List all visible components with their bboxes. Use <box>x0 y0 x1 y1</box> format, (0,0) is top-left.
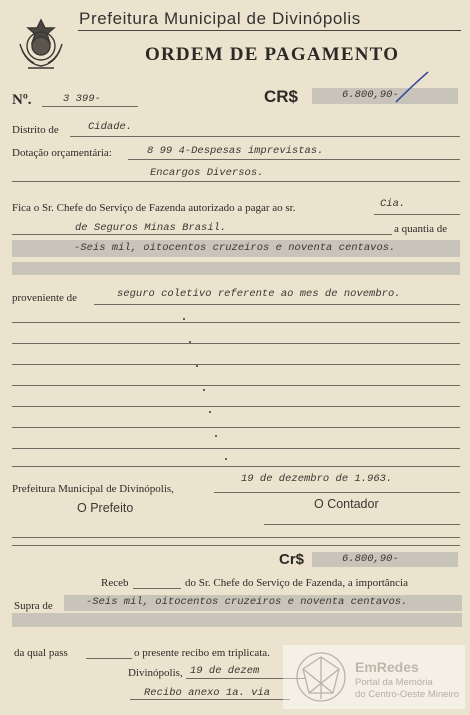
watermark-line2: do Centro-Oeste Mineiro <box>355 689 460 700</box>
typed-dot <box>203 389 205 391</box>
separator-line <box>12 537 460 538</box>
encargos-value: Encargos Diversos. <box>150 167 264 179</box>
typed-dot <box>183 318 185 320</box>
dotacao-line <box>128 159 460 160</box>
signature-line <box>264 524 460 525</box>
receb-text-b: do Sr. Chefe do Serviço de Fazenda, a importância <box>185 577 408 589</box>
quantia-value: -Seis mil, oitocentos cruzeiros e noventa centavos. <box>74 242 396 254</box>
recibo-line <box>130 699 290 700</box>
receipt-city-label: Divinópolis, <box>128 667 183 679</box>
typed-dot <box>189 341 191 343</box>
payee-line-1 <box>374 214 460 215</box>
order-number-value: 3 399- <box>63 93 101 105</box>
qual-text-a: da qual pass <box>14 647 68 659</box>
proveniente-value: seguro coletivo referente ao mes de novembro. <box>117 288 401 300</box>
distrito-value: Cidade. <box>88 121 133 133</box>
supra-band-2 <box>12 613 462 627</box>
watermark-brand: EmRedes <box>355 659 419 675</box>
typed-dot <box>225 458 227 460</box>
order-amount-label: CR$ <box>264 87 299 106</box>
receipt-date-value: 19 de dezem <box>190 665 260 677</box>
emredes-watermark <box>283 645 465 709</box>
separator-line-2 <box>12 545 460 546</box>
watermark-line1: Portal da Memória <box>355 677 433 688</box>
quantia-label: a quantia de <box>394 223 448 235</box>
payee-part2: de Seguros Minas Brasil. <box>75 222 227 234</box>
contador-label: O Contador <box>314 497 379 511</box>
watermark-logo-icon <box>293 649 349 705</box>
payee-part1: Cia. <box>380 198 406 210</box>
receb-text-a: Receb <box>101 577 129 589</box>
qual-blank <box>86 658 132 659</box>
encargos-line <box>12 181 460 182</box>
place-date-label: Prefeitura Municipal de Divinópolis, <box>12 483 174 495</box>
municipality-header: Prefeitura Municipal de Divinópolis <box>79 9 361 28</box>
receb-blank <box>133 588 181 589</box>
distrito-line <box>70 136 460 137</box>
distrito-label: Distrito de <box>12 124 59 136</box>
coat-of-arms-seal <box>14 16 68 72</box>
typed-dot <box>215 435 217 437</box>
recibo-value: Recibo anexo 1a. via <box>144 687 271 699</box>
blank-line <box>12 364 460 365</box>
typed-dot <box>196 365 198 367</box>
receipt-amount-value: 6.800,90- <box>342 553 399 565</box>
blank-line <box>12 466 460 467</box>
blank-line <box>12 427 460 428</box>
typed-dot <box>209 411 211 413</box>
fica-text: Fica o Sr. Chefe do Serviço de Fazenda autorizado a pagar ao sr. <box>12 202 296 214</box>
order-number-label: Nº. <box>12 92 32 108</box>
proveniente-line <box>94 304 460 305</box>
dotacao-label: Dotação orçamentária: <box>12 147 112 159</box>
pen-mark <box>392 66 432 106</box>
prefeito-label: O Prefeito <box>77 501 134 515</box>
receipt-amount-label: Cr$ <box>279 551 305 568</box>
payee-line-2 <box>12 234 392 235</box>
quantia-band-2 <box>12 262 460 275</box>
blank-line <box>12 385 460 386</box>
proveniente-label: proveniente de <box>12 292 78 304</box>
blank-line <box>12 406 460 407</box>
order-amount-value: 6.800,90- <box>342 89 399 101</box>
header-rule <box>78 30 461 31</box>
dotacao-value: 8 99 4-Despesas imprevistas. <box>147 145 324 157</box>
supra-label: Supra de <box>14 600 53 612</box>
order-number-line <box>42 106 138 107</box>
date-line <box>214 492 460 493</box>
blank-line <box>12 322 460 323</box>
date-value: 19 de dezembro de 1.963. <box>241 473 393 485</box>
form-title: ORDEM DE PAGAMENTO <box>145 44 400 65</box>
qual-text-b: o presente recibo em triplicata. <box>134 647 270 659</box>
supra-value: -Seis mil, oitocentos cruzeiros e noventa centavos. <box>86 596 408 608</box>
blank-line <box>12 448 460 449</box>
blank-line <box>12 343 460 344</box>
